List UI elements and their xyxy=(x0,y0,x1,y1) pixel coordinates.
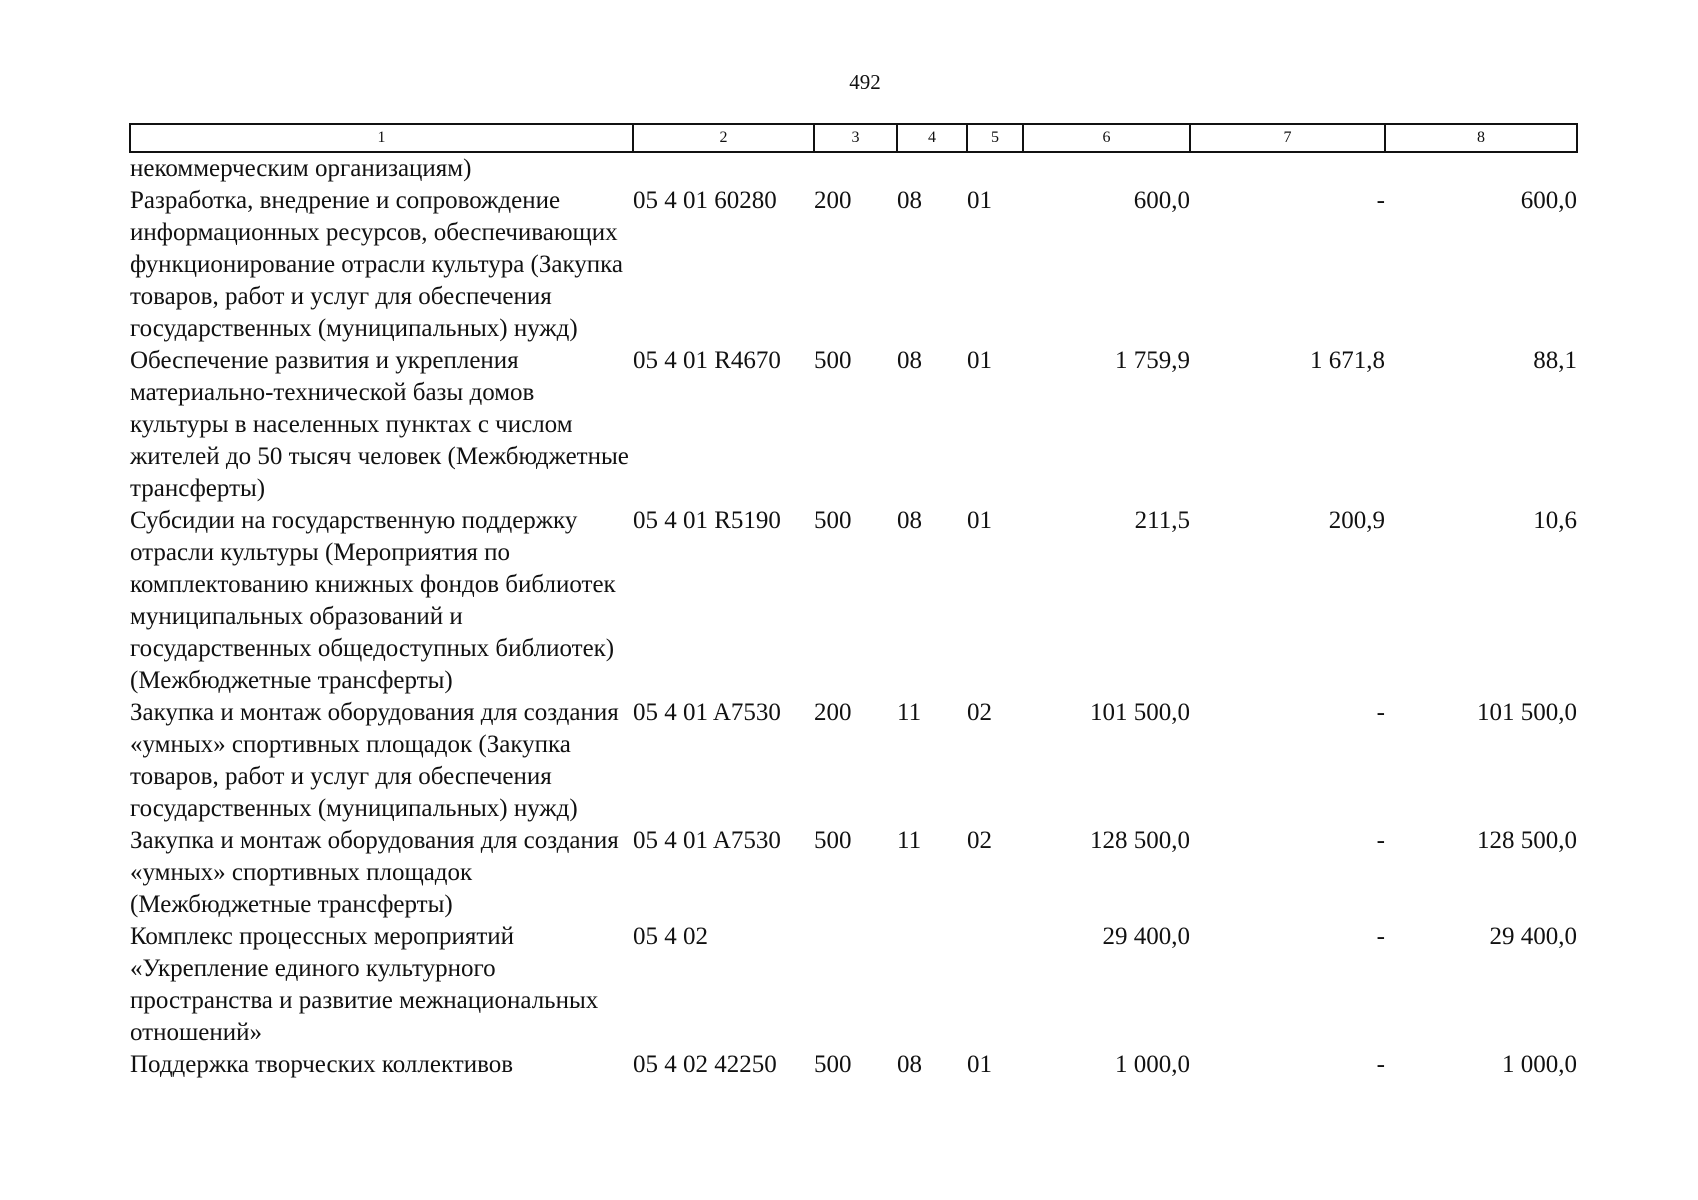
column-header-2: 2 xyxy=(633,124,814,152)
row-vr: 500 xyxy=(814,347,852,374)
budget-table xyxy=(129,123,1578,1081)
row-pr: 01 xyxy=(967,347,992,374)
row-fed: - xyxy=(1376,699,1385,726)
row-total: 29 400,0 xyxy=(1102,923,1190,950)
table-row xyxy=(130,185,1577,345)
row-name: некоммерческим организациям) xyxy=(130,155,472,182)
row-rz: 11 xyxy=(897,827,922,854)
row-reg: 1 000,0 xyxy=(1502,1051,1577,1078)
row-total: 1 000,0 xyxy=(1115,1051,1190,1078)
row-vr: 500 xyxy=(814,827,852,854)
row-fed: 1 671,8 xyxy=(1310,347,1385,374)
row-total: 128 500,0 xyxy=(1090,827,1190,854)
row-vr xyxy=(814,921,897,1049)
row-total: 1 759,9 xyxy=(1115,347,1190,374)
row-reg xyxy=(1385,152,1577,185)
table-row xyxy=(130,825,1577,921)
row-pr: 01 xyxy=(967,187,992,214)
row-pr: 02 xyxy=(967,827,992,854)
column-header-1: 1 xyxy=(130,124,633,152)
row-name: Закупка и монтаж оборудования для создания «умных» спортивных площадок (Закупка товаров, работ и услуг для обеспечения государственных (муниципальных) нужд) xyxy=(130,699,619,822)
row-vr: 200 xyxy=(814,699,852,726)
row-name: Поддержка творческих коллективов xyxy=(130,1051,514,1078)
row-code: 05 4 02 42250 xyxy=(633,1051,777,1078)
row-name: Обеспечение развития и укрепления материально-технической базы домов культуры в населенных пунктах с числом жителей до 50 тысяч человек (Межбюджетные трансферты) xyxy=(130,347,629,502)
row-pr xyxy=(967,921,1023,1049)
column-header-4: 4 xyxy=(897,124,967,152)
row-rz: 08 xyxy=(897,347,922,374)
row-reg: 29 400,0 xyxy=(1489,923,1577,950)
row-fed: - xyxy=(1376,923,1385,950)
table-row xyxy=(130,697,1577,825)
row-total: 101 500,0 xyxy=(1090,699,1190,726)
row-rz: 08 xyxy=(897,1051,922,1078)
row-reg: 128 500,0 xyxy=(1477,827,1577,854)
row-name: Закупка и монтаж оборудования для создания «умных» спортивных площадок (Межбюджетные трансферты) xyxy=(130,827,619,918)
row-reg: 10,6 xyxy=(1533,507,1577,534)
table-row xyxy=(130,152,1577,185)
row-vr: 200 xyxy=(814,187,852,214)
row-rz: 11 xyxy=(897,699,922,726)
row-rz xyxy=(897,152,967,185)
row-fed: - xyxy=(1376,187,1385,214)
row-code: 05 4 01 R4670 xyxy=(633,347,781,374)
row-total: 600,0 xyxy=(1133,187,1190,214)
row-fed: - xyxy=(1376,827,1385,854)
column-header-3: 3 xyxy=(814,124,897,152)
row-code: 05 4 01 A7530 xyxy=(633,699,781,726)
row-rz xyxy=(897,921,967,1049)
row-total: 211,5 xyxy=(1134,507,1190,534)
table-row xyxy=(130,345,1577,505)
row-pr: 01 xyxy=(967,507,992,534)
column-header-5: 5 xyxy=(967,124,1023,152)
row-fed: - xyxy=(1376,1051,1385,1078)
row-reg: 600,0 xyxy=(1520,187,1577,214)
row-code: 05 4 02 xyxy=(633,923,708,950)
row-rz: 08 xyxy=(897,507,922,534)
row-vr: 500 xyxy=(814,507,852,534)
row-fed xyxy=(1190,152,1385,185)
row-total xyxy=(1023,152,1190,185)
row-pr xyxy=(967,152,1023,185)
column-header-8: 8 xyxy=(1385,124,1577,152)
table-header-row xyxy=(130,124,1577,152)
row-name: Комплекс процессных мероприятий «Укрепление единого культурного пространства и развитие межнациональных отношений» xyxy=(130,923,599,1046)
page-number: 492 xyxy=(849,70,881,94)
row-vr xyxy=(814,152,897,185)
column-header-7: 7 xyxy=(1190,124,1385,152)
row-vr: 500 xyxy=(814,1051,852,1078)
row-pr: 01 xyxy=(967,1051,992,1078)
row-rz: 08 xyxy=(897,187,922,214)
row-code: 05 4 01 60280 xyxy=(633,187,777,214)
row-pr: 02 xyxy=(967,699,992,726)
table-row xyxy=(130,921,1577,1049)
row-reg: 88,1 xyxy=(1533,347,1577,374)
row-code: 05 4 01 R5190 xyxy=(633,507,781,534)
row-name: Разработка, внедрение и сопровождение информационных ресурсов, обеспечивающих функционирование отрасли культура (Закупка товаров, работ и услуг для обеспечения государственных (муниципальных) нужд) xyxy=(130,187,624,342)
table-row xyxy=(130,1049,1577,1081)
row-code xyxy=(633,152,814,185)
column-header-6: 6 xyxy=(1023,124,1190,152)
row-fed: 200,9 xyxy=(1328,507,1385,534)
row-code: 05 4 01 A7530 xyxy=(633,827,781,854)
table-row xyxy=(130,505,1577,697)
row-reg: 101 500,0 xyxy=(1477,699,1577,726)
row-name: Субсидии на государственную поддержку отрасли культуры (Мероприятия по комплектованию книжных фондов библиотек муниципальных образований и государственных общедоступных библиотек) (Межбюджетные трансферты) xyxy=(130,507,616,694)
